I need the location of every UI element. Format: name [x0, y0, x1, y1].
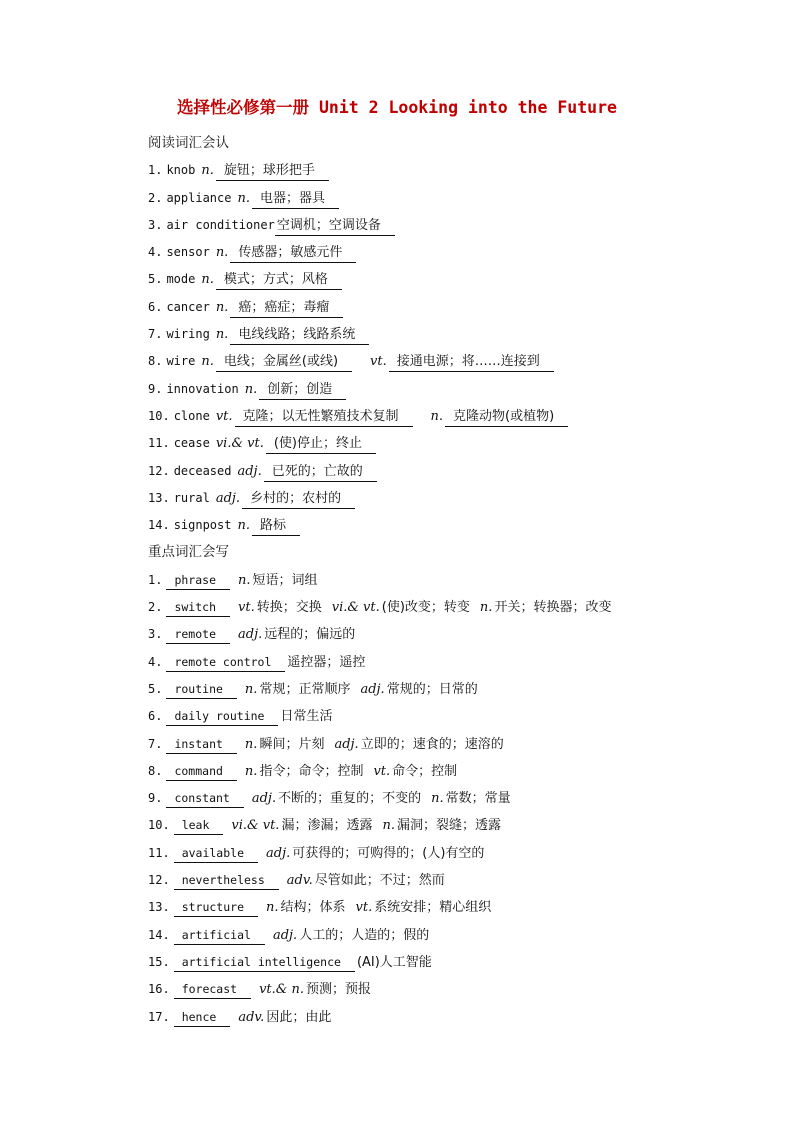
definition-text: 遥控器；遥控: [287, 654, 366, 670]
vocab-word: wiring: [166, 327, 210, 342]
definition-text: 日常生活: [280, 709, 333, 725]
answer-blank: switch: [166, 598, 230, 617]
definition-text: 转换；交换: [256, 600, 322, 616]
definition-text: (AI)人工智能: [356, 954, 432, 970]
vocab-row: [148, 703, 768, 730]
answer-blank: 模式；方式；风格: [216, 271, 342, 290]
item-number: 7.: [148, 736, 163, 751]
part-of-speech: vt.: [355, 900, 373, 916]
part-of-speech: vt.: [215, 408, 233, 424]
vocab-row: [148, 976, 768, 1003]
definition-text: 漏；渗漏；透露: [281, 818, 373, 834]
definition-text: 预测；预报: [306, 982, 372, 998]
answer-blank: instant: [166, 735, 236, 754]
part-of-speech: vt.: [370, 354, 387, 370]
item-number: 13.: [148, 490, 170, 505]
definition-text: 立即的；速食的；速溶的: [360, 736, 504, 752]
item-number: 8.: [148, 763, 163, 778]
vocab-row: [148, 212, 768, 239]
item-number: 4.: [148, 654, 163, 669]
vocab-row: [148, 812, 768, 839]
part-of-speech: n.: [215, 245, 229, 261]
part-of-speech: adj.: [251, 791, 277, 807]
answer-blank: nevertheless: [174, 871, 279, 890]
answer-blank: 电器；器具: [252, 190, 339, 209]
definition-text: (使)改变；转变: [381, 600, 470, 616]
definition-text: 常数；常量: [445, 791, 511, 807]
answer-blank: forecast: [174, 980, 251, 999]
part-of-speech: adv.: [238, 1009, 265, 1025]
definition-text: 不断的；重复的；不变的: [278, 791, 422, 807]
part-of-speech: adj.: [215, 490, 241, 506]
definition-text: 命令；控制: [392, 763, 458, 779]
part-of-speech: adj.: [360, 681, 385, 697]
answer-blank: constant: [166, 789, 243, 808]
answer-blank: available: [174, 844, 258, 863]
part-of-speech: n.: [266, 900, 279, 916]
vocab-row: [148, 676, 768, 703]
answer-blank: artificial: [174, 926, 265, 945]
vocab-row: [148, 840, 768, 867]
vocab-word: appliance: [166, 190, 232, 205]
vocab-row: [148, 949, 768, 976]
definition-text: 瞬间；片刻: [259, 736, 325, 752]
item-number: 3.: [148, 627, 163, 642]
item-number: 5.: [148, 272, 163, 287]
item-number: 10.: [148, 408, 170, 423]
item-number: 9.: [148, 381, 163, 396]
part-of-speech: n.: [382, 818, 395, 834]
part-of-speech: vt.: [238, 600, 255, 616]
definition-text: 人工的；人造的；假的: [299, 927, 430, 943]
item-number: 13.: [148, 900, 170, 915]
definition-text: 漏洞；裂缝；透露: [396, 818, 501, 834]
part-of-speech: adj.: [334, 736, 359, 752]
item-number: 4.: [148, 245, 163, 260]
item-number: 16.: [148, 982, 170, 997]
answer-blank: 克隆动物(或植物): [445, 408, 568, 427]
answer-blank: 创新；创造: [259, 381, 346, 400]
answer-blank: 克隆；以无性繁殖技术复制: [235, 408, 413, 427]
definition-text: 远程的；偏远的: [264, 627, 356, 643]
answer-blank: leak: [174, 816, 224, 835]
vocab-row: [148, 758, 768, 785]
vocab-row: [148, 239, 768, 266]
vocab-row: [148, 185, 768, 212]
item-number: 6.: [148, 299, 163, 314]
page-title: 选择性必修第一册 Unit 2 Looking into the Future: [177, 98, 617, 117]
answer-blank: 癌；癌症；毒瘤: [230, 299, 343, 318]
item-number: 12.: [148, 873, 170, 888]
part-of-speech: vi.& vt.: [215, 436, 264, 452]
writing-vocab-list: [148, 567, 768, 1031]
vocab-row: [148, 294, 768, 321]
item-number: 15.: [148, 954, 170, 969]
item-number: 3.: [148, 217, 163, 232]
vocab-word: cease: [173, 436, 210, 451]
vocab-row: [148, 512, 768, 539]
answer-blank: remote: [166, 625, 230, 644]
answer-blank: 已死的；亡故的: [264, 463, 377, 482]
part-of-speech: adj.: [238, 627, 263, 643]
answer-blank: 空调机；空调设备: [275, 217, 395, 236]
answer-blank: structure: [174, 898, 258, 917]
vocab-word: wire: [166, 354, 196, 369]
item-number: 10.: [148, 818, 170, 833]
item-number: 7.: [148, 327, 163, 342]
part-of-speech: n.: [201, 163, 214, 179]
vocab-row: [148, 594, 768, 621]
item-number: 12.: [148, 463, 170, 478]
reading-section-heading: 阅读词汇会认: [148, 135, 229, 151]
part-of-speech: n.: [244, 381, 258, 397]
part-of-speech: n.: [479, 600, 493, 616]
part-of-speech: n.: [238, 572, 251, 588]
definition-text: 常规；正常顺序: [259, 681, 351, 697]
vocab-word: mode: [166, 272, 196, 287]
part-of-speech: n.: [201, 272, 214, 288]
item-number: 2.: [148, 600, 163, 615]
answer-blank: phrase: [166, 571, 230, 590]
part-of-speech: n.: [244, 763, 258, 779]
part-of-speech: n.: [201, 354, 214, 370]
definition-text: 可获得的；可购得的；(人)有空的: [292, 845, 485, 861]
vocab-row: [148, 157, 768, 184]
vocab-row: [148, 485, 768, 512]
answer-blank: 乡村的；农村的: [242, 490, 355, 509]
vocab-word: rural: [173, 490, 210, 505]
answer-blank: command: [166, 762, 236, 781]
item-number: 9.: [148, 791, 163, 806]
vocab-row: [148, 376, 768, 403]
answer-blank: remote control: [166, 653, 285, 672]
item-number: 8.: [148, 354, 163, 369]
part-of-speech: n.: [237, 518, 250, 534]
item-number: 1.: [148, 163, 163, 178]
part-of-speech: n.: [244, 681, 258, 697]
part-of-speech: n.: [237, 190, 250, 206]
part-of-speech: adj.: [237, 463, 262, 479]
vocab-row: [148, 867, 768, 894]
vocab-row: [148, 922, 768, 949]
vocab-word: cancer: [166, 299, 210, 314]
part-of-speech: n.: [431, 791, 444, 807]
definition-text: 因此；由此: [266, 1009, 332, 1025]
answer-blank: 电线线路；线路系统: [230, 326, 369, 345]
item-number: 11.: [148, 436, 170, 451]
vocab-word: deceased: [173, 463, 232, 478]
vocab-row: [148, 649, 768, 676]
part-of-speech: n.: [215, 299, 229, 315]
definition-text: 指令；命令；控制: [259, 763, 364, 779]
vocab-word: signpost: [173, 518, 232, 533]
worksheet-body: [148, 130, 768, 1031]
vocab-word: air conditioner: [166, 217, 275, 232]
vocab-row: [148, 266, 768, 293]
answer-blank: (使)停止；终止: [266, 435, 376, 454]
answer-blank: routine: [166, 680, 236, 699]
answer-blank: artificial intelligence: [174, 953, 355, 972]
part-of-speech: adj.: [266, 845, 291, 861]
part-of-speech: n.: [215, 327, 229, 343]
item-number: 1.: [148, 572, 163, 587]
writing-section-heading: 重点词汇会写: [148, 544, 229, 561]
vocab-row: [148, 321, 768, 348]
item-number: 2.: [148, 190, 163, 205]
definition-text: 尽管如此；不过；然而: [314, 873, 445, 889]
vocab-row: [148, 785, 768, 812]
part-of-speech: n.: [244, 736, 258, 752]
item-number: 14.: [148, 927, 170, 942]
vocab-word: sensor: [166, 245, 210, 260]
definition-text: 结构；体系: [280, 900, 346, 916]
vocab-row: [148, 567, 768, 594]
answer-blank: 路标: [252, 517, 300, 536]
part-of-speech: vt.: [373, 763, 391, 779]
vocab-row: [148, 403, 768, 430]
definition-text: 开关；转换器；改变: [494, 600, 612, 616]
item-number: 5.: [148, 681, 163, 696]
vocab-row: [148, 348, 768, 375]
answer-blank: hence: [174, 1008, 231, 1027]
definition-text: 短语；词组: [252, 572, 318, 588]
answer-blank: 电线；金属丝(或线): [216, 353, 352, 372]
part-of-speech: vi.& vt.: [231, 818, 280, 834]
part-of-speech: vi.& vt.: [331, 600, 380, 616]
answer-blank: 接通电源；将……连接到: [389, 353, 554, 372]
item-number: 14.: [148, 518, 170, 533]
vocab-word: innovation: [166, 381, 239, 396]
vocab-row: [148, 894, 768, 921]
item-number: 6.: [148, 709, 163, 724]
vocab-row: [148, 458, 768, 485]
part-of-speech: adv.: [286, 873, 313, 889]
definition-text: 系统安排；精心组织: [374, 900, 492, 916]
vocab-word: knob: [166, 163, 196, 178]
part-of-speech: vt.& n.: [259, 982, 304, 998]
part-of-speech: n.: [430, 408, 444, 424]
vocab-row: [148, 731, 768, 758]
answer-blank: daily routine: [166, 707, 278, 726]
part-of-speech: adj.: [272, 927, 298, 943]
vocab-row: [148, 621, 768, 648]
answer-blank: 传感器；敏感元件: [230, 244, 356, 263]
item-number: 17.: [148, 1009, 170, 1024]
item-number: 11.: [148, 845, 170, 860]
definition-text: 常规的；日常的: [386, 681, 478, 697]
answer-blank: 旋钮；球形把手: [216, 162, 329, 181]
vocab-word: clone: [173, 408, 210, 423]
vocab-row: [148, 1004, 768, 1031]
reading-vocab-list: [148, 157, 768, 539]
vocab-row: [148, 430, 768, 457]
